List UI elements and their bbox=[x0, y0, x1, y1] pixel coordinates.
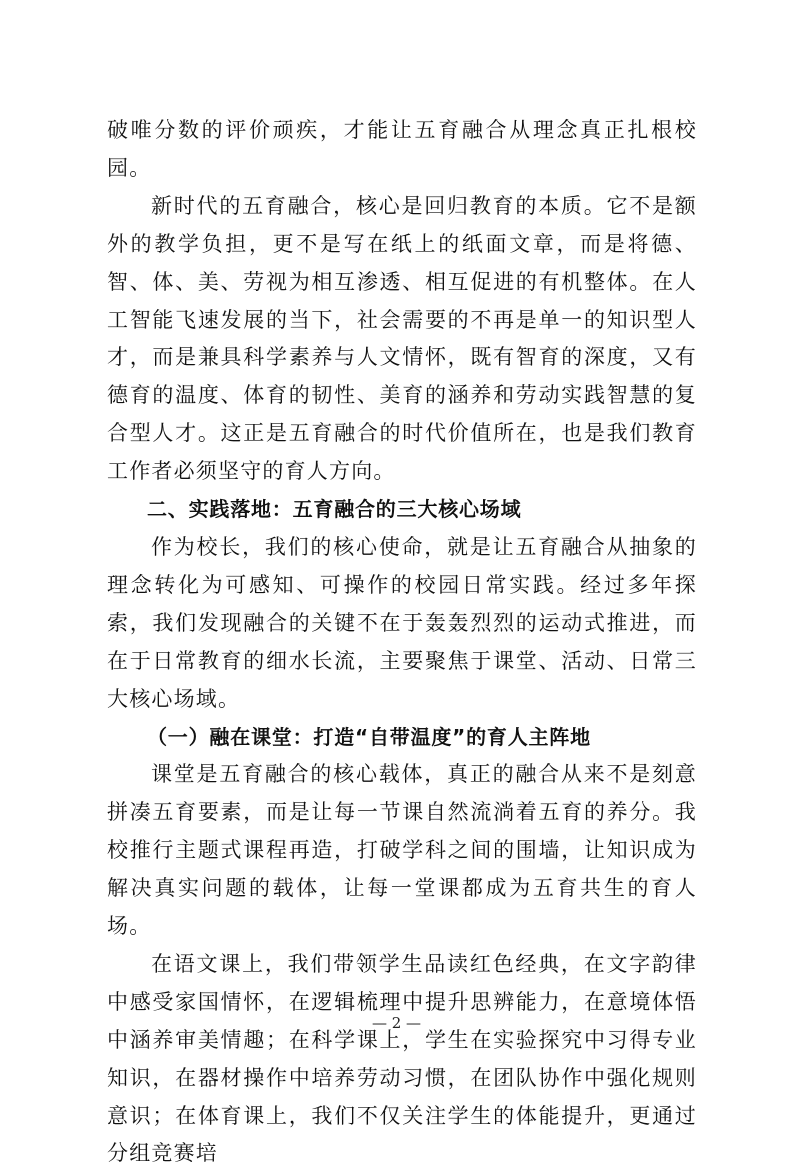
paragraph-continuation: 破唯分数的评价顽疾，才能让五育融合从理念真正扎根校园。 bbox=[107, 118, 697, 180]
paragraph-principal-mission: 作为校长，我们的核心使命，就是让五育融合从抽象的理念转化为可感知、可操作的校园日常实践。经过多年探索，我们发现融合的关键不在于轰轰烈烈的运动式推进，而在于日常教育的细水长流，主要聚焦于课堂、活动、日常三大核心场域。 bbox=[107, 534, 697, 711]
subsection-heading-1: （一）融在课堂：打造“自带温度”的育人主阵地 bbox=[147, 724, 591, 749]
section-heading-2: 二、实践落地：五育融合的三大核心场域 bbox=[147, 497, 522, 522]
page-number: — 2 — bbox=[371, 1014, 422, 1032]
paragraph-classroom: 课堂是五育融合的核心载体，真正的融合从来不是刻意拼凑五育要素，而是让每一节课自然流淌着五育的养分。我校推行主题式课程再造，打破学科之间的围墙，让知识成为解决真实问题的载体，让每一堂课都成为五育共生的育人场。 bbox=[107, 762, 697, 939]
paragraph-new-era: 新时代的五育融合，核心是回归教育的本质。它不是额外的教学负担，更不是写在纸上的纸面文章，而是将德、智、体、美、劳视为相互渗透、相互促进的有机整体。在人工智能飞速发展的当下，社会需要的不再是单一的知识型人才，而是兼具科学素养与人文情怀，既有智育的深度，又有德育的温度、体育的韧性、美育的涵养和劳动实践智慧的复合型人才。这正是五育融合的时代价值所在，也是我们教育工作者必须坚守的育人方向。 bbox=[107, 193, 697, 484]
paragraph-subject-examples: 在语文课上，我们带领学生品读红色经典，在文字韵律中感受家国情怀，在逻辑梳理中提升思辨能力，在意境体悟中涵养审美情趣；在科学课上，学生在实验探究中习得专业知识，在器材操作中培养劳动习惯，在团队协作中强化规则意识；在体育课上，我们不仅关注学生的体能提升，更通过分组竞赛培 bbox=[107, 951, 697, 1166]
